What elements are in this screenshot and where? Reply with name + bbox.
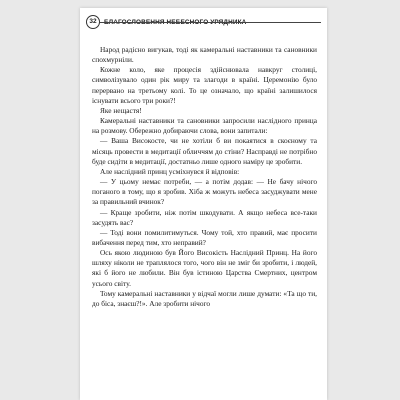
- paragraph: Кожне коло, яке процесія здійснювала навкруг столиці, символізувало один рік миру та злагоди в країні. Церемонію було перервано на третьому колі. То це означало, що країні залишилося існувати всього три роки?!: [92, 65, 317, 105]
- paragraph: Тому камеральні наставники у відчаї могли лише думати: «Та що ти, до біса, знаєш?!». Але зробити нічого: [92, 288, 317, 308]
- paragraph: — Краще зробити, ніж потім шкодувати. А якщо небеса все-таки засудять вас?: [92, 207, 317, 227]
- paragraph: — Ваша Високосте, чи не хотіли б ви покаятися в скоєному та місяць провести в медитації обличчям до стіни? Насправді не потрібно буде сидіти в медитації, достатньо лише одного наміру це зробити.: [92, 136, 317, 166]
- paragraph: — У цьому немає потреби, — а потім додав: — Не бачу нічого поганого в тому, що я зробив. Хіба ж можуть небеса засуджувати мене за правильний вчинок?: [92, 177, 317, 207]
- paragraph: Яке нещастя!: [100, 105, 142, 115]
- paragraph: Ось якою людиною був Його Високість Наслідний Принц. На його шляху ніколи не траплялося того, чого він не зміг би зробити, і людей, які б його не любили. Він був істиною Царства Смертних, центром усього світу.: [92, 248, 317, 288]
- paragraph: Камеральні наставники та сановники запросили наслідного принца на розмову. Обережно добираючи слова, вони запитали:: [92, 116, 317, 136]
- page-body: [92, 45, 317, 309]
- page-number: 32: [86, 15, 100, 29]
- book-page: [80, 8, 327, 400]
- running-title: БЛАГОСЛОВЕННЯ НЕБЕСНОГО УРЯДНИКА: [104, 18, 247, 26]
- paragraph: Народ радісно вигукав, тоді як камеральні наставники та сановники спохмурніли.: [92, 45, 317, 65]
- paragraph: — Тоді вони помилитимуться. Чому той, хто правий, має просити вибачення перед тим, хто неправий?: [92, 227, 317, 247]
- paragraph: Але наслідний принц усміхнувся й відповів:: [100, 166, 240, 176]
- header-rule: [100, 22, 321, 23]
